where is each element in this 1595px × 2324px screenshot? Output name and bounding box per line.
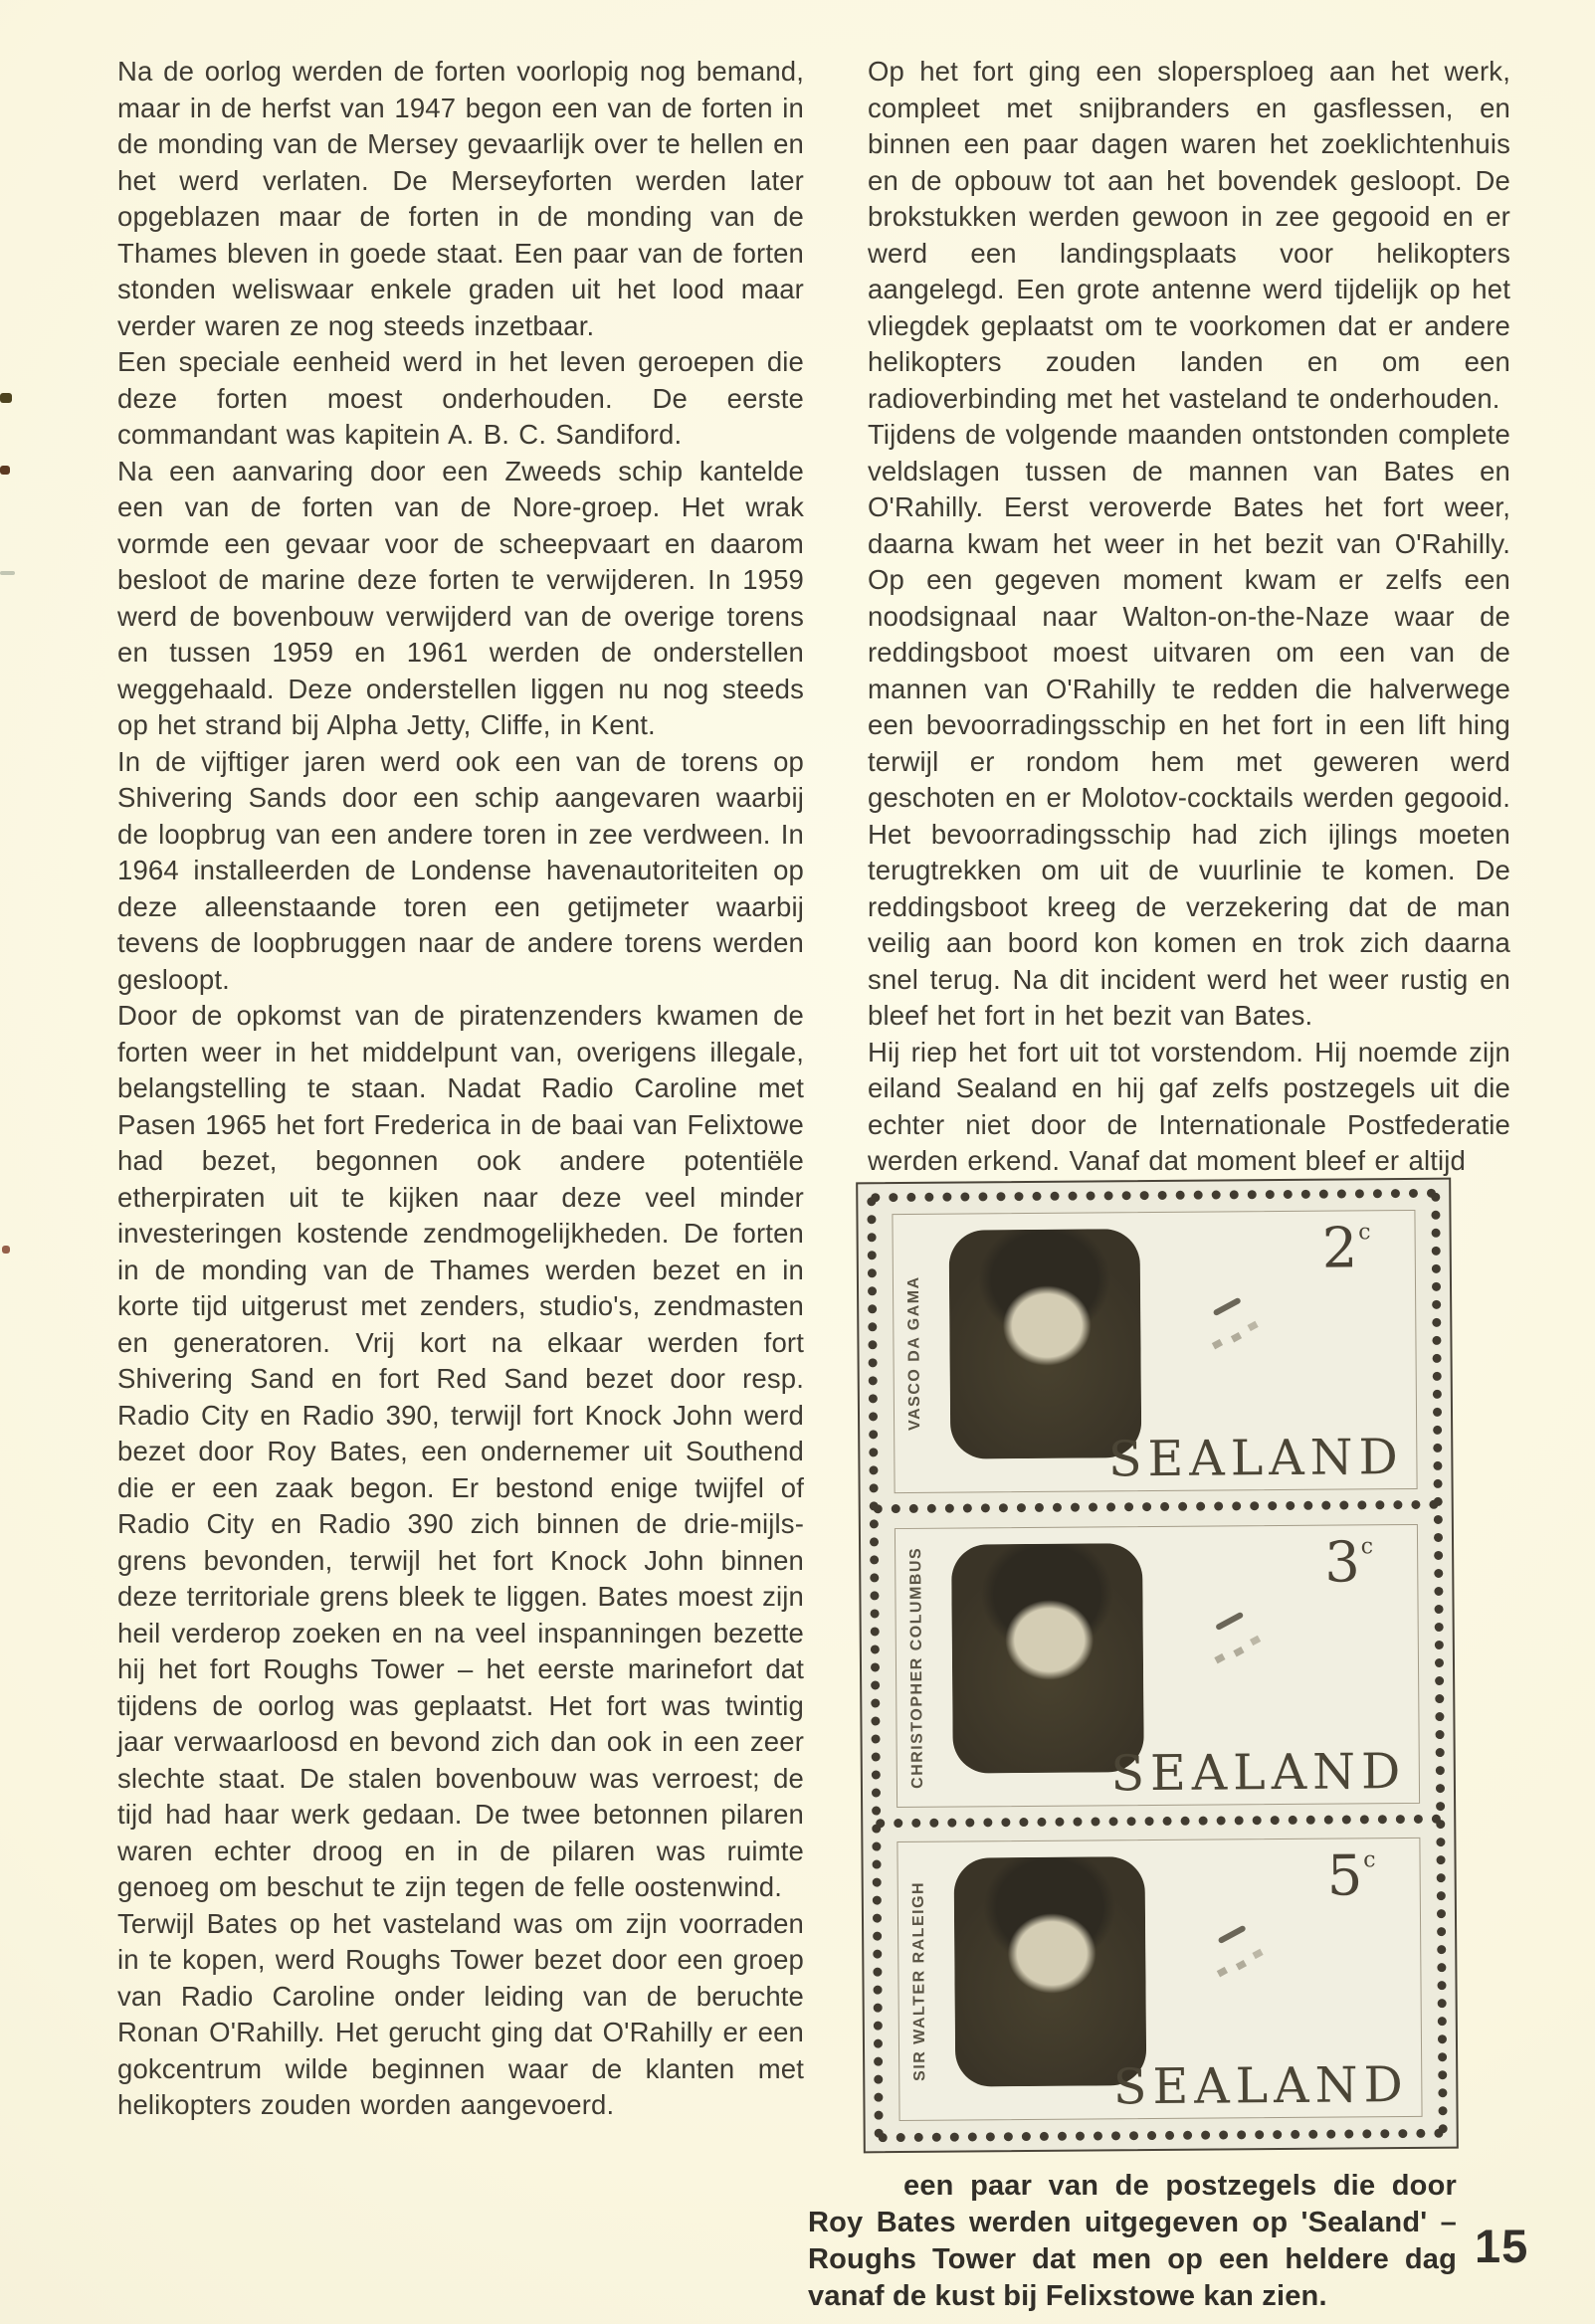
paragraph: Hij riep het fort uit tot vorstendom. Hij noemde zijn eiland Sealand en hij gaf zelfs postzegels uit die echter niet door de Internationale Postfederatie werden erkend. Vanaf dat moment bleef er altijd	[868, 1036, 1510, 1176]
denomination-value: 2	[1321, 1216, 1358, 1281]
scan-mark	[2, 1246, 10, 1254]
perforation-column	[867, 1197, 883, 2138]
denomination-value: 5	[1326, 1843, 1363, 1909]
paragraph: In de vijftiger jaren werd ook een van de torens op Shivering Sands door een schip aangevaren waarbij de loopbrug van een andere toren in zee verdween. In 1964 installeerden de Londense havenautoriteiten op deze alleenstaande toren een getijmeter waarbij tevens de loopbruggen naar de andere torens werden gesloopt.	[117, 745, 804, 995]
perforation-row	[879, 2129, 1444, 2142]
stamp-denomination	[1323, 1529, 1374, 1596]
christopher-columbus-portrait	[951, 1543, 1144, 1774]
stamp-subject-label: VASCO DA GAMA	[904, 1275, 924, 1432]
perforation-column	[1431, 1193, 1447, 2134]
stamp-vasco-da-gama	[892, 1210, 1417, 1493]
scan-mark	[0, 571, 15, 575]
paragraph: Door de opkomst van de piratenzenders kwamen de forten weer in het middelpunt van, overigens illegale, belangstelling te staan. Nadat Radio Caroline met Pasen 1965 het fort Frederica in de baai van Felixtowe had bezet, begonnen ook andere potentiële etherpiraten uit te kijken naar deze veel minder investeringen kostende zendmogelijkheden. De forten in de monding van de Thames werden bezet en in korte tijd uitgerust met zenders, studio's, zendmasten en generatoren. Vrij kort na elkaar werden fort Shivering Sand en fort Red Sand bezet door resp. Radio City en Radio 390, terwijl fort Knock John werd bezet door Roy Bates, een ondernemer uit Southend die er een zaak begon. Er bestond enige twijfel of Radio City en Radio 390 zich binnen de drie-mijls-grens bevonden, terwijl het fort Knock John binnen deze territoriale grens bleek te liggen. Bates moest zijn heil verderop zoeken en na veel inspanningen bezette hij het fort Roughs Tower – het eerste marinefort dat tijdens de oorlog was geplaatst. Het fort was twintig jaar verwaarloosd en bevond zich dan ook in een zeer slechte staat. De stalen bovenbouw was verroest; de tijd had haar werk gedaan. De twee betonnen pilaren waren echter droog en in de pilaren was ruimte genoeg om beschut te zijn tegen de felle oostenwind.	[117, 1000, 804, 1902]
paragraph: Op het fort ging een slopersploeg aan het werk, compleet met snijbranders en gasflessen, en binnen een paar dagen waren het zoeklichtenhuis en de opbouw tot aan het bovendek gesloopt. De brokstukken werden gewoon in zee gegooid en er werd een landingsplaats voor helikopters aangelegd. Een grote antenne werd tijdelijk op het vliegdek geplaatst om te voorkomen dat er andere helikopters zouden landen en om een radioverbinding met het vasteland te onderhouden.	[868, 56, 1510, 414]
sir-walter-raleigh-portrait	[954, 1856, 1147, 2087]
right-text-column	[868, 54, 1510, 1180]
denomination-unit: c	[1360, 1533, 1374, 1559]
paragraph: Terwijl Bates op het vasteland was om zijn voorraden in te kopen, werd Roughs Tower bezet door een groep van Radio Caroline onder leiding van de beruchte Ronan O'Rahilly. Het gerucht ging dat O'Rahilly er een gokcentrum wilde beginnen waar de klanten met helikopters zouden worden aangevoerd.	[117, 1907, 804, 2120]
stamp-subject-label: CHRISTOPHER COLUMBUS	[907, 1546, 926, 1789]
sealand-stamp-sheet-photo	[856, 1178, 1459, 2154]
perforation-row	[871, 1189, 1436, 1202]
left-text-column	[117, 54, 804, 2124]
helicopter-fort-illustration	[1212, 1297, 1241, 1317]
denomination-value: 3	[1323, 1529, 1361, 1596]
denomination-unit: c	[1363, 1847, 1376, 1873]
perforation-row	[876, 1815, 1441, 1828]
paragraph: Een speciale eenheid werd in het leven geroepen die deze forten moest onderhouden. De eerste commandant was kapitein A. B. C. Sandiford.	[117, 346, 804, 450]
stamp-subject-label: SIR WALTER RALEIGH	[909, 1880, 929, 2081]
photo-caption: een paar van de postzegels die door Roy Bates werden uitgegeven op 'Sealand' – Roughs Tower dat men op een heldere dag vanaf de kust bij Felixstowe kan zien.	[808, 2170, 1457, 2312]
paragraph: Tijdens de volgende maanden ontstonden complete veldslagen tussen de mannen van Bates en O'Rahilly. Eerst veroverde Bates het fort weer, daarna kwam het weer in het bezit van O'Rahilly. Op een gegeven moment kwam er zelfs een noodsignaal naar Walton-on-the-Naze waar de reddingsboot moest uitvaren om een van de mannen van O'Rahilly te redden die halverwege een bevoorradingsschip en het fort in een lift hing terwijl er rondom hem met geweren werd geschoten en er Molotov-cocktails werden gegooid. Het bevoorradingsschip had zich ijlings moeten terugtrekken om uit de vuurlinie te komen. De reddingsboot kreeg de verzekering dat de man veilig aan boord kon komen en trok zich daarna snel terug. Na dit incident werd het weer rustig en bleef het fort in het bezit van Bates.	[868, 419, 1510, 1031]
country-name: SEALAND	[1112, 2056, 1409, 2116]
helicopter-fort-illustration	[1217, 1925, 1246, 1945]
paragraph: Na een aanvaring door een Zweeds schip kantelde een van de forten van de Nore-groep. Het wrak vormde een gevaar voor de scheepvaart en daarom besloot de marine deze forten te verwijderen. In 1959 werd de bovenbouw verwijderd van de overige torens en tussen 1959 en 1961 werden de onderstellen weggehaald. Deze onderstellen liggen nu nog steeds op het strand bij Alpha Jetty, Cliffe, in Kent.	[117, 455, 804, 740]
helicopter-fort-illustration	[1215, 1611, 1244, 1631]
stamp-christopher-columbus	[895, 1523, 1420, 1807]
scan-mark	[0, 466, 10, 475]
paragraph: Na de oorlog werden de forten voorlopig nog bemand, maar in de herfst van 1947 begon een van de forten in de monding van de Mersey gevaarlijk over te hellen en het werd verlaten. De Merseyforten werden later opgeblazen maar de forten in de monding van de Thames bleven in goede staat. Een paar van de forten stonden weliswaar enkele graden uit het lood maar verder waren ze nog steeds inzetbaar.	[117, 56, 804, 341]
perforation-row	[874, 1500, 1439, 1513]
country-name: SEALAND	[1107, 1429, 1404, 1488]
stamp-denomination	[1321, 1216, 1371, 1281]
stamp-denomination	[1326, 1843, 1376, 1909]
vasco-da-gama-portrait	[949, 1229, 1142, 1459]
stamp-sir-walter-raleigh	[897, 1838, 1422, 2121]
country-name: SEALAND	[1110, 1742, 1407, 1802]
denomination-unit: c	[1358, 1220, 1371, 1246]
page-number: 15	[1475, 2220, 1529, 2272]
scan-mark	[0, 393, 12, 403]
